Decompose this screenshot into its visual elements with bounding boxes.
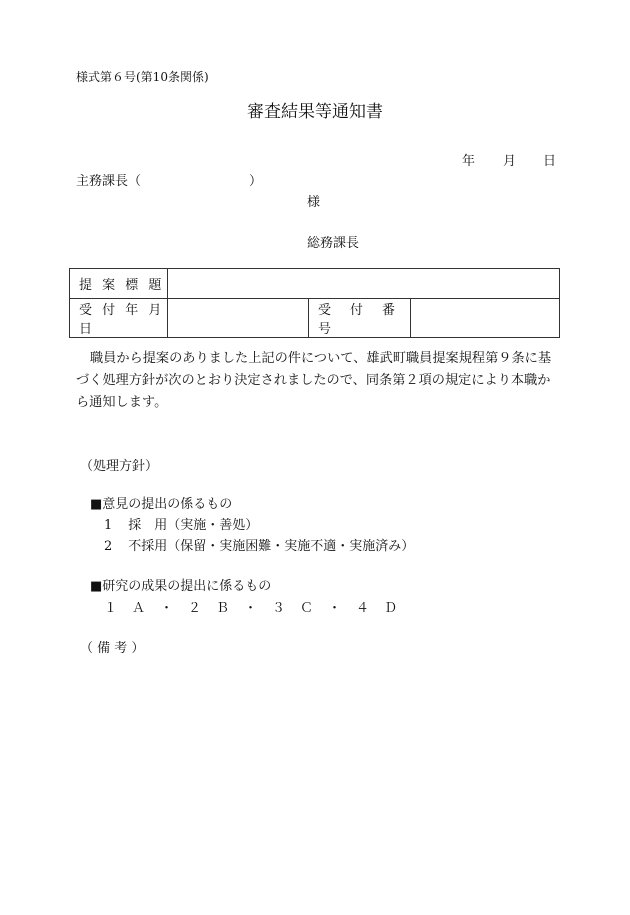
date-year: 年 [462, 154, 476, 169]
title-label: 提 案 標 題 [70, 269, 168, 299]
section1-heading: ■意見の提出の係るもの [90, 497, 233, 512]
title-value [168, 269, 560, 299]
item1-number: 1 [104, 518, 113, 533]
document-title: 審査結果等通知書 [247, 102, 383, 122]
date-value [168, 299, 309, 338]
item2-text: 不採用（保留・実施困難・実施不適・実施済み） [128, 539, 415, 554]
item1-text: 採 用（実施・善処） [128, 518, 259, 533]
sender: 総務課長 [307, 236, 360, 251]
date-day: 日 [543, 154, 557, 169]
number-label: 受 付 番 号 [309, 299, 411, 338]
section1-item2 [104, 535, 414, 554]
table-row [70, 269, 560, 299]
remarks-heading: （ 備 考 ） [80, 641, 145, 656]
policy-heading: （処理方針） [80, 459, 159, 474]
number-value [411, 299, 560, 338]
recipient [76, 170, 262, 189]
body-paragraph: 職員から提案のありました上記の件について、雄武町職員提案規程第９条に基づく処理方針が次のとおり決定されましたので、同条第２項の規定により本職から通知します。 [76, 351, 552, 410]
date-month: 月 [503, 154, 517, 169]
recipient-suffix: ） [249, 174, 263, 189]
table-row [70, 299, 560, 338]
date-label: 受 付 年 月 日 [70, 299, 168, 338]
section1-item1 [104, 514, 258, 533]
item2-number: 2 [104, 539, 113, 554]
recipient-honorific: 様 [307, 195, 321, 210]
info-table [69, 268, 560, 338]
section2-heading: ■研究の成果の提出に係るもの [90, 579, 272, 594]
form-number: 様式第６号(第10条関係) [76, 70, 209, 84]
section2-grades: １ Ａ ・ ２ Ｂ ・ ３ Ｃ ・ ４ Ｄ [104, 601, 399, 616]
recipient-prefix: 主務課長（ [76, 174, 142, 189]
